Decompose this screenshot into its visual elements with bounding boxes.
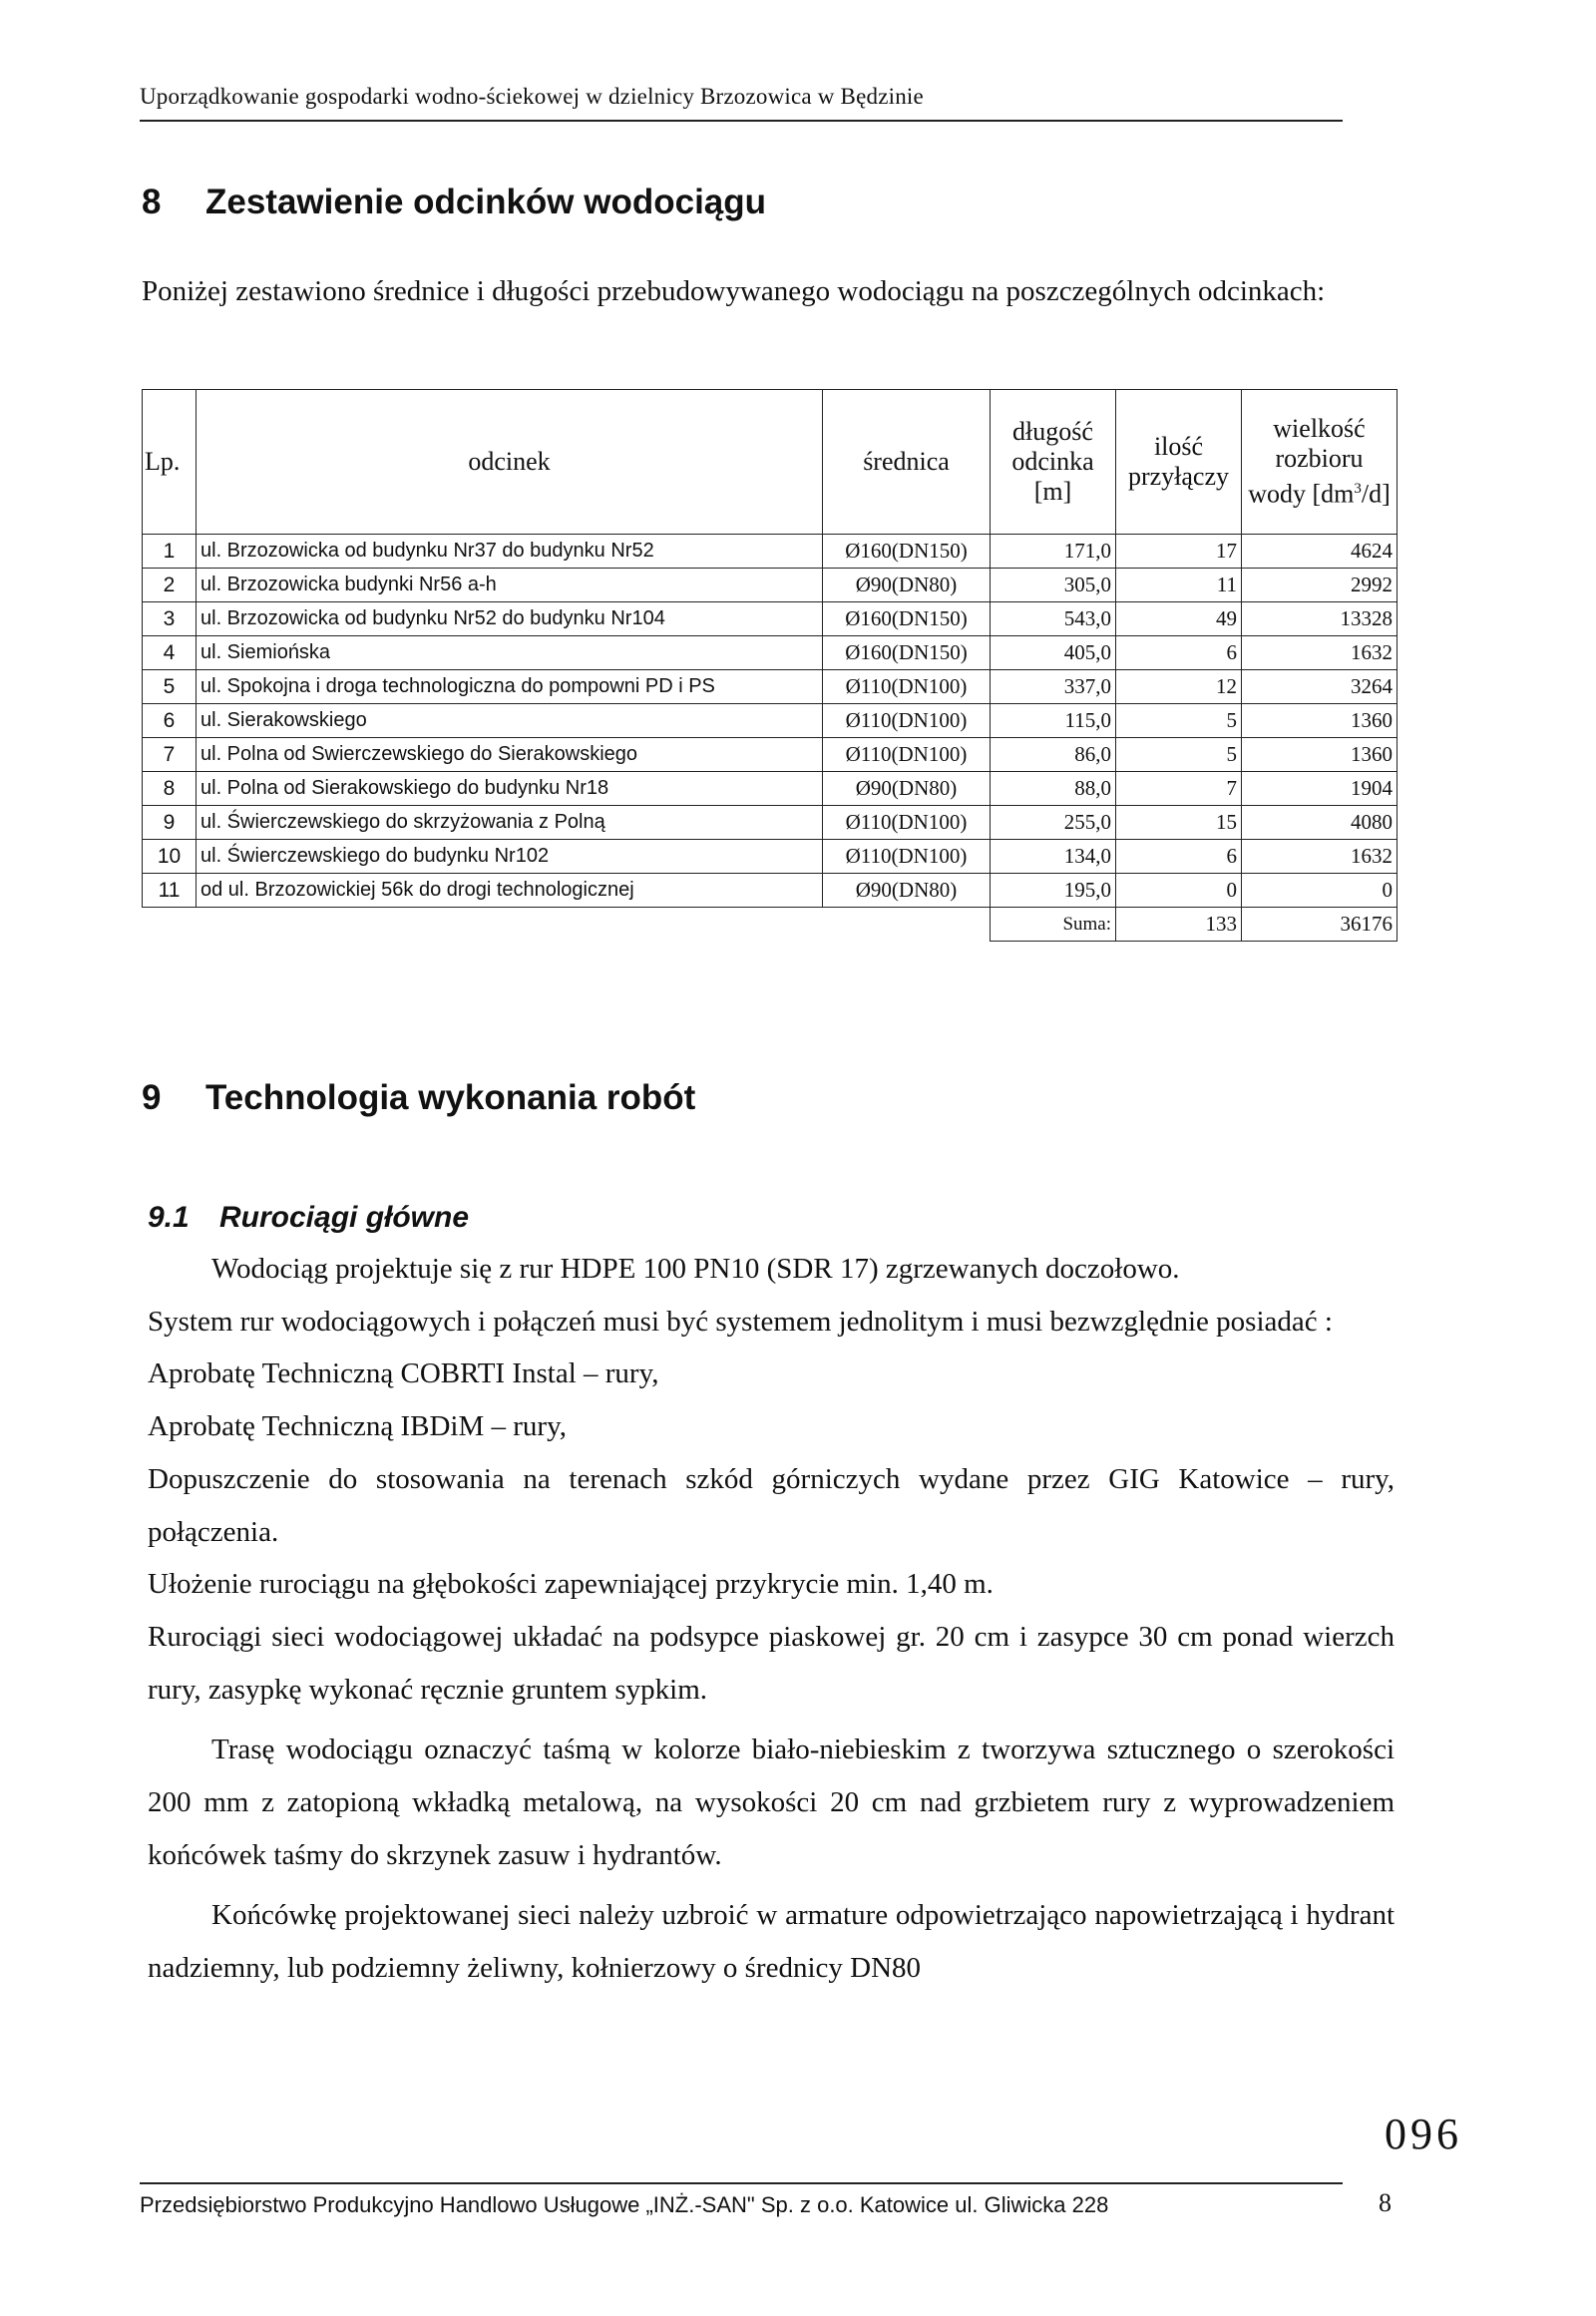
page-number: 8 [1379, 2188, 1392, 2217]
cell-odcinek: ul. Polna od Swierczewskiego do Sierakowskiego [197, 738, 823, 772]
header-wielkosc-sup: 3 [1354, 481, 1362, 498]
section-number: 8 [142, 183, 162, 221]
cell-dlugosc: 86,0 [991, 738, 1116, 772]
cell-odcinek: ul. Siemiońska [197, 636, 823, 670]
cell-ilosc: 49 [1116, 602, 1242, 636]
cell-odcinek: ul. Świerczewskiego do budynku Nr102 [197, 840, 823, 874]
subsection-title: Rurociągi główne [219, 1201, 470, 1234]
cell-lp: 11 [143, 874, 197, 908]
cell-lp: 9 [143, 806, 197, 840]
section-8-intro: Poniżej zestawiono średnice i długości przebudowywanego wodociągu na poszczególnych odcinkach: [142, 275, 1326, 307]
header-srednica: średnica [823, 390, 991, 535]
cell-odcinek: od ul. Brzozowickiej 56k do drogi technologicznej [197, 874, 823, 908]
paragraph: System rur wodociągowych i połączeń musi być systemem jednolitym i musi bezwzględnie posiadać : [148, 1305, 1333, 1338]
cell-dlugosc: 543,0 [991, 602, 1116, 636]
cell-srednica: Ø90(DN80) [823, 569, 991, 602]
header-odcinek: odcinek [197, 390, 823, 535]
table-sum-row [143, 908, 1397, 942]
cell-wielkosc: 4080 [1242, 806, 1397, 840]
section-title: Technologia wykonania robót [205, 1078, 696, 1117]
table-header-row [143, 390, 1397, 535]
cell-odcinek: ul. Brzozowicka budynki Nr56 a-h [197, 569, 823, 602]
cell-ilosc: 5 [1116, 704, 1242, 738]
paragraph: Wodociąg projektuje się z rur HDPE 100 PN10 (SDR 17) zgrzewanych doczołowo. [211, 1253, 1180, 1285]
cell-odcinek: ul. Brzozowicka od budynku Nr52 do budynku Nr104 [197, 602, 823, 636]
cell-dlugosc: 134,0 [991, 840, 1116, 874]
water-sections-table [142, 389, 1397, 942]
cell-srednica: Ø160(DN150) [823, 636, 991, 670]
paragraph: Ułożenie rurociągu na głębokości zapewniającej przykrycie min. 1,40 m. [148, 1568, 994, 1601]
paragraph: Końcówkę projektowanej sieci należy uzbroić w armature odpowietrzająco napowietrzającą i hydrant nadziemny, lub podziemny żeliwny, kołnierzowy o średnicy DN80 [148, 1899, 1395, 1985]
subsection-number: 9.1 [148, 1201, 190, 1234]
table-row [143, 535, 1397, 569]
header-dlugosc: długość odcinka [m] [991, 390, 1116, 535]
header-rule [140, 120, 1343, 122]
cell-dlugosc: 255,0 [991, 806, 1116, 840]
table-row [143, 772, 1397, 806]
page-header: Uporządkowanie gospodarki wodno-ściekowej w dzielnicy Brzozowica w Będzinie [140, 84, 924, 109]
cell-dlugosc: 405,0 [991, 636, 1116, 670]
cell-dlugosc: 305,0 [991, 569, 1116, 602]
cell-ilosc: 11 [1116, 569, 1242, 602]
cell-ilosc: 6 [1116, 840, 1242, 874]
cell-srednica: Ø90(DN80) [823, 874, 991, 908]
cell-ilosc: 7 [1116, 772, 1242, 806]
table-row [143, 670, 1397, 704]
sum-wielkosc: 36176 [1242, 908, 1397, 942]
cell-lp: 8 [143, 772, 197, 806]
paragraph: Rurociągi sieci wodociągowej układać na podsypce piaskowej gr. 20 cm i zasypce 30 cm ponad wierzch rury, zasypkę wykonać ręcznie gruntem sypkim. [148, 1620, 1395, 1706]
table-row [143, 840, 1397, 874]
section-9-heading [142, 1078, 695, 1118]
table-row [143, 738, 1397, 772]
paragraph: Dopuszczenie do stosowania na terenach szkód górniczych wydane przez GIG Katowice – rury, połączenia. [148, 1462, 1395, 1548]
cell-srednica: Ø110(DN100) [823, 806, 991, 840]
cell-ilosc: 5 [1116, 738, 1242, 772]
cell-ilosc: 12 [1116, 670, 1242, 704]
cell-ilosc: 6 [1116, 636, 1242, 670]
sum-label: Suma: [991, 908, 1116, 942]
section-title: Zestawienie odcinków wodociągu [205, 183, 767, 221]
table-row [143, 806, 1397, 840]
footer-rule [140, 2182, 1343, 2184]
cell-wielkosc: 1360 [1242, 704, 1397, 738]
cell-odcinek: ul. Spokojna i droga technologiczna do pompowni PD i PS [197, 670, 823, 704]
section-9-1-body [148, 1243, 1395, 1995]
table-row [143, 602, 1397, 636]
cell-srednica: Ø160(DN150) [823, 535, 991, 569]
cell-wielkosc: 1632 [1242, 840, 1397, 874]
cell-odcinek: ul. Polna od Sierakowskiego do budynku Nr18 [197, 772, 823, 806]
cell-lp: 6 [143, 704, 197, 738]
cell-srednica: Ø110(DN100) [823, 704, 991, 738]
cell-lp: 7 [143, 738, 197, 772]
cell-lp: 1 [143, 535, 197, 569]
cell-lp: 10 [143, 840, 197, 874]
cell-odcinek: ul. Sierakowskiego [197, 704, 823, 738]
header-ilosc: ilość przyłączy [1116, 390, 1242, 535]
cell-wielkosc: 2992 [1242, 569, 1397, 602]
cell-wielkosc: 1904 [1242, 772, 1397, 806]
cell-srednica: Ø110(DN100) [823, 840, 991, 874]
cell-ilosc: 17 [1116, 535, 1242, 569]
cell-dlugosc: 115,0 [991, 704, 1116, 738]
paragraph: Aprobatę Techniczną IBDiM – rury, [148, 1410, 567, 1443]
header-wielkosc [1242, 390, 1397, 535]
page-stamp: 096 [1385, 2110, 1462, 2158]
page-footer: Przedsiębiorstwo Produkcyjno Handlowo Usługowe „INŻ.-SAN" Sp. z o.o. Katowice ul. Gliwicka 228 [140, 2192, 1109, 2217]
cell-wielkosc: 1360 [1242, 738, 1397, 772]
cell-srednica: Ø90(DN80) [823, 772, 991, 806]
cell-ilosc: 15 [1116, 806, 1242, 840]
cell-srednica: Ø110(DN100) [823, 738, 991, 772]
header-lp: Lp. [143, 390, 197, 535]
cell-odcinek: ul. Świerczewskiego do skrzyżowania z Polną [197, 806, 823, 840]
header-wielkosc-text: wielkość rozbioru wody [dm [1248, 414, 1366, 509]
cell-lp: 5 [143, 670, 197, 704]
paragraph: Trasę wodociągu oznaczyć taśmą w kolorze biało-niebieskim z tworzywa sztucznego o szerokości 200 mm z zatopioną wkładką metalową, na wysokości 20 cm nad grzbietem rury z wyprowadzeniem końcówek taśmy do skrzynek zasuw i hydrantów. [148, 1734, 1395, 1871]
cell-wielkosc: 0 [1242, 874, 1397, 908]
paragraph: Aprobatę Techniczną COBRTI Instal – rury, [148, 1357, 659, 1390]
cell-wielkosc: 1632 [1242, 636, 1397, 670]
cell-lp: 4 [143, 636, 197, 670]
cell-lp: 2 [143, 569, 197, 602]
cell-dlugosc: 337,0 [991, 670, 1116, 704]
cell-wielkosc: 3264 [1242, 670, 1397, 704]
cell-dlugosc: 195,0 [991, 874, 1116, 908]
cell-dlugosc: 88,0 [991, 772, 1116, 806]
cell-srednica: Ø110(DN100) [823, 670, 991, 704]
cell-ilosc: 0 [1116, 874, 1242, 908]
cell-lp: 3 [143, 602, 197, 636]
cell-wielkosc: 13328 [1242, 602, 1397, 636]
cell-wielkosc: 4624 [1242, 535, 1397, 569]
section-number: 9 [142, 1078, 162, 1117]
sum-ilosc: 133 [1116, 908, 1242, 942]
table-body [143, 535, 1397, 908]
cell-srednica: Ø160(DN150) [823, 602, 991, 636]
table-row [143, 636, 1397, 670]
cell-dlugosc: 171,0 [991, 535, 1116, 569]
section-8-heading [142, 183, 766, 222]
table-row [143, 874, 1397, 908]
table-row [143, 569, 1397, 602]
table-row [143, 704, 1397, 738]
header-wielkosc-unit: /d] [1361, 479, 1391, 509]
cell-odcinek: ul. Brzozowicka od budynku Nr37 do budynku Nr52 [197, 535, 823, 569]
section-9-1-heading [148, 1201, 469, 1235]
